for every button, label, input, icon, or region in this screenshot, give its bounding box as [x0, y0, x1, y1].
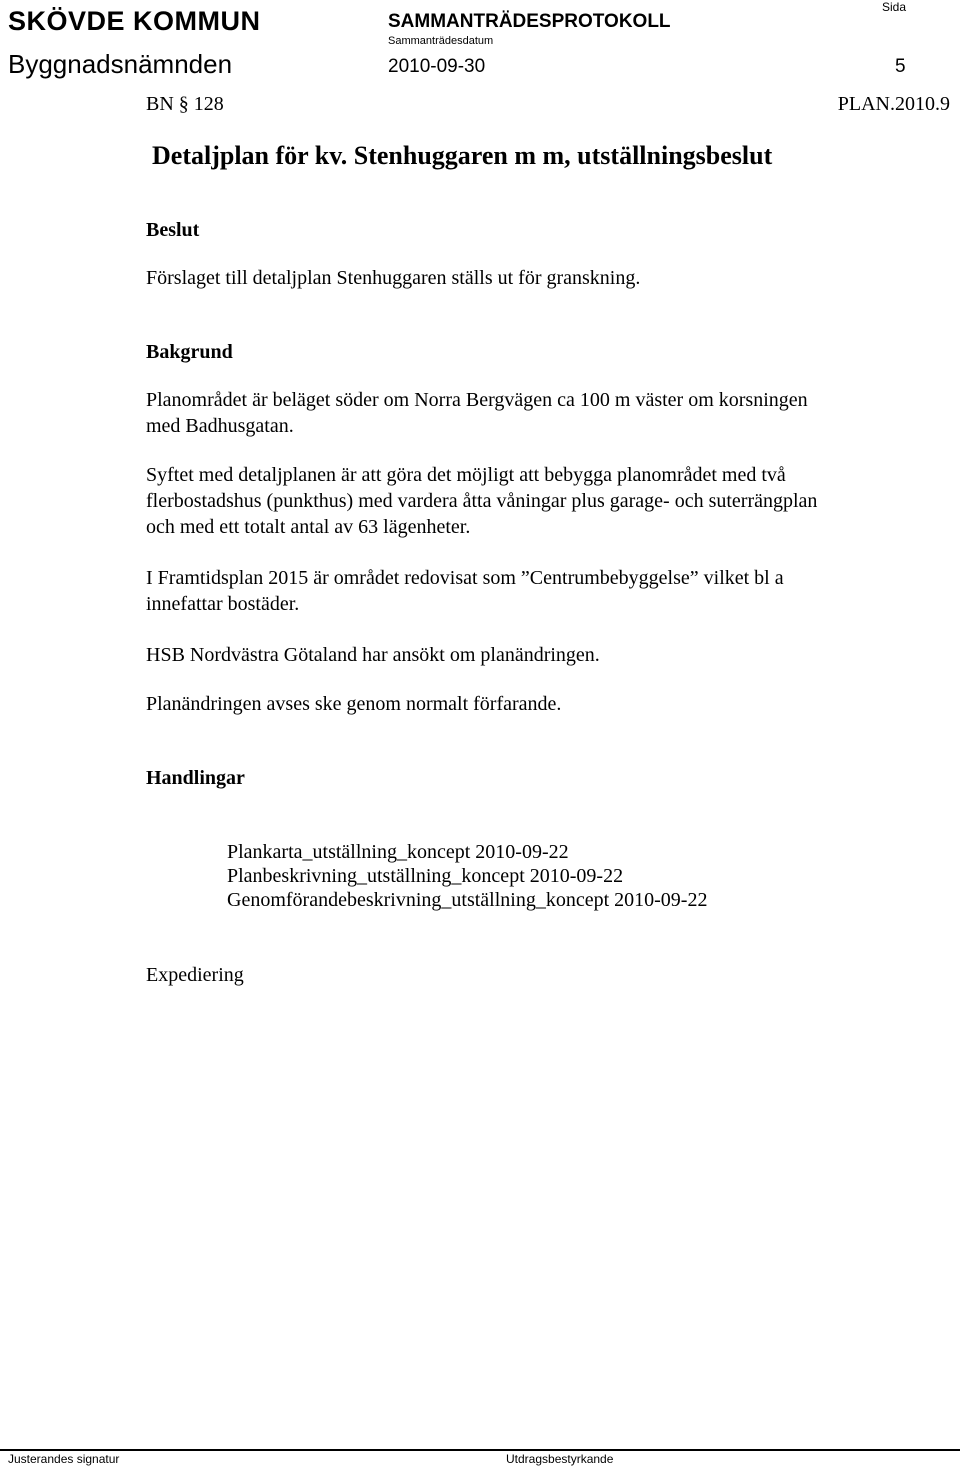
- certification-label: Utdragsbestyrkande: [506, 1452, 614, 1466]
- document-list-item: Genomförandebeskrivning_utställning_koncept 2010-09-22: [227, 889, 708, 911]
- page-title: Detaljplan för kv. Stenhuggaren m m, utställningsbeslut: [152, 141, 773, 170]
- signature-label: Justerandes signatur: [8, 1452, 120, 1466]
- bakgrund-paragraph-3-line-2: innefattar bostäder.: [146, 593, 300, 615]
- bakgrund-paragraph-1-line-2: med Badhusgatan.: [146, 415, 294, 437]
- section-heading-bakgrund: Bakgrund: [146, 341, 233, 363]
- case-number: BN § 128: [146, 93, 224, 115]
- document-list-item: Plankarta_utställning_koncept 2010-09-22: [227, 841, 569, 863]
- beslut-text: Förslaget till detaljplan Stenhuggaren ställs ut för granskning.: [146, 267, 641, 289]
- page-number: 5: [895, 56, 906, 77]
- document-type: SAMMANTRÄDESPROTOKOLL: [388, 11, 671, 32]
- bakgrund-paragraph-2-line-1: Syftet med detaljplanen är att göra det möjligt att bebygga planområdet med två: [146, 464, 786, 486]
- page-label: Sida: [882, 0, 907, 14]
- meeting-date: 2010-09-30: [388, 56, 486, 77]
- bakgrund-paragraph-1-line-1: Planområdet är beläget söder om Norra Bergvägen ca 100 m väster om korsningen: [146, 389, 808, 411]
- section-heading-beslut: Beslut: [146, 219, 200, 241]
- meeting-date-label: Sammanträdesdatum: [388, 35, 494, 47]
- bakgrund-paragraph-4: HSB Nordvästra Götaland har ansökt om planändringen.: [146, 644, 600, 666]
- bakgrund-paragraph-5: Planändringen avses ske genom normalt förfarande.: [146, 693, 562, 715]
- footer-divider: [0, 1449, 960, 1451]
- municipality-name: SKÖVDE KOMMUN: [8, 6, 261, 36]
- document-list-item: Planbeskrivning_utställning_koncept 2010-09-22: [227, 865, 624, 887]
- section-heading-expediering: Expediering: [146, 964, 244, 986]
- section-heading-handlingar: Handlingar: [146, 767, 245, 789]
- bakgrund-paragraph-2-line-3: och med ett totalt antal av 63 lägenheter.: [146, 516, 471, 538]
- bakgrund-paragraph-2-line-2: flerbostadshus (punkthus) med vardera åtta våningar plus garage- och suterrängplan: [146, 490, 818, 512]
- committee-name: Byggnadsnämnden: [8, 49, 233, 79]
- diary-number: PLAN.2010.9: [837, 93, 950, 115]
- bakgrund-paragraph-3-line-1: I Framtidsplan 2015 är området redovisat som ”Centrumbebyggelse” vilket bl a: [146, 567, 784, 589]
